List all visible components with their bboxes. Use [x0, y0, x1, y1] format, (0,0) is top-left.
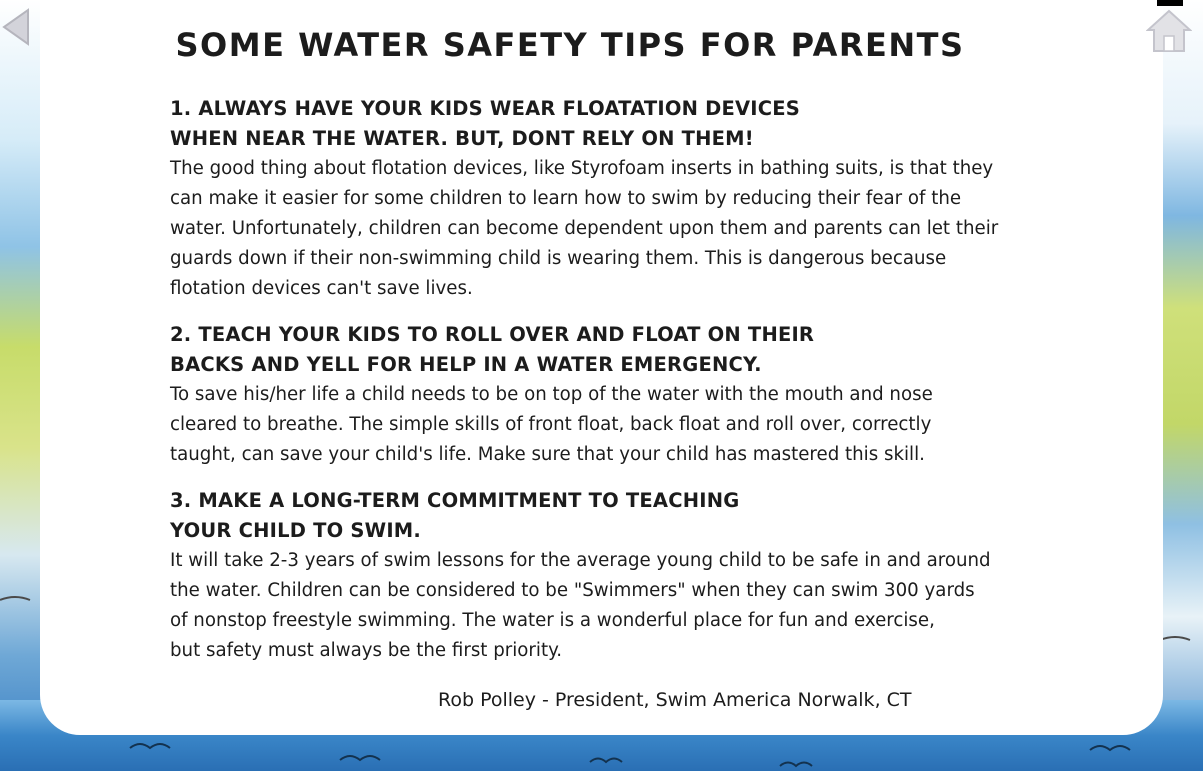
tip-heading-line: YOUR CHILD TO SWIM. [170, 519, 422, 542]
home-icon[interactable] [1146, 8, 1192, 54]
status-bar-indicator [1157, 0, 1183, 6]
tip-body-line: of nonstop freestyle swimming. The water is a wonderful place for fun and exercise, [170, 610, 935, 631]
signature: Rob Polley - President, Swim America Norwalk, CT [438, 689, 912, 711]
tip-body-line: water. Unfortunately, children can become dependent upon them and parents can let their [170, 218, 999, 239]
tip-body-line: guards down if their non-swimming child is wearing them. This is dangerous because [170, 248, 947, 269]
tip-body-line: To save his/her life a child needs to be on top of the water with the mouth and nose [170, 384, 933, 405]
tip-body-line: The good thing about flotation devices, like Styrofoam inserts in bathing suits, is that they [170, 158, 994, 179]
tip-body-line: cleared to breathe. The simple skills of front float, back float and roll over, correctly [170, 414, 932, 435]
tip-heading-line: 2. TEACH YOUR KIDS TO ROLL OVER AND FLOAT ON THEIR [170, 323, 815, 346]
tip-body [170, 380, 1050, 470]
tip-body-line: taught, can save your child's life. Make sure that your child has mastered this skill. [170, 444, 925, 465]
tip-heading-line: 3. MAKE A LONG-TERM COMMITMENT TO TEACHING [170, 489, 740, 512]
tip-body-line: but safety must always be the first priority. [170, 640, 563, 661]
tips-article [170, 26, 1050, 666]
tip-body-line: the water. Children can be considered to be "Swimmers" when they can swim 300 yards [170, 580, 975, 601]
back-arrow-icon[interactable] [2, 8, 32, 46]
tip-1 [170, 94, 1050, 304]
tip-heading-line: 1. ALWAYS HAVE YOUR KIDS WEAR FLOATATION DEVICES [170, 97, 801, 120]
tip-heading [170, 320, 1050, 380]
tip-body [170, 546, 1050, 666]
tip-body-line: It will take 2-3 years of swim lessons for the average young child to be safe in and around [170, 550, 991, 571]
tip-body [170, 154, 1050, 304]
tip-body-line: can make it easier for some children to learn how to swim by reducing their fear of the [170, 188, 962, 209]
tip-heading [170, 94, 1050, 154]
tip-heading-line: WHEN NEAR THE WATER. BUT, DONT RELY ON THEM! [170, 127, 754, 150]
tip-3 [170, 486, 1050, 666]
tip-2 [170, 320, 1050, 470]
tip-heading [170, 486, 1050, 546]
page-title: SOME WATER SAFETY TIPS FOR PARENTS [175, 26, 965, 64]
tip-heading-line: BACKS AND YELL FOR HELP IN A WATER EMERGENCY. [170, 353, 762, 376]
tip-body-line: flotation devices can't save lives. [170, 278, 473, 299]
